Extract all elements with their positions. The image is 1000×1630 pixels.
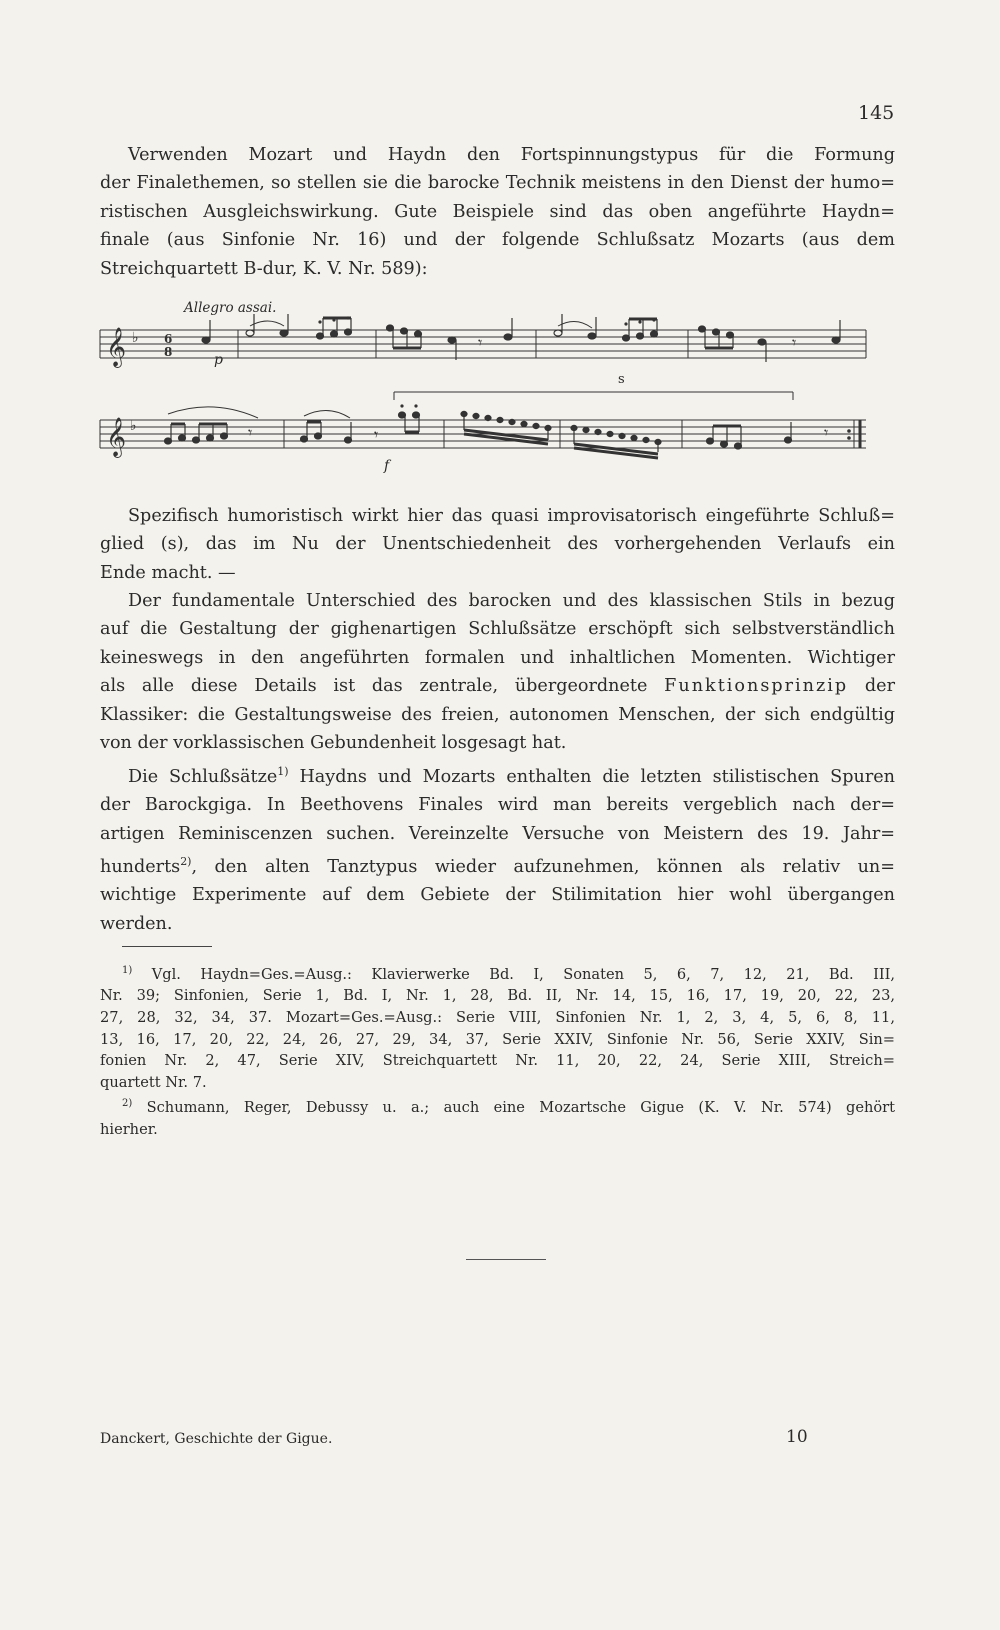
text-line: Verwenden Mozart und Haydn den Fortspinnungstypus für die Formung <box>128 145 895 165</box>
footnote-line: 27, 28, 32, 34, 37. Mozart=Ges.=Ausg.: Serie VIII, Sinfonien Nr. 1, 2, 3, 4, 5, 6, 8, 11, <box>100 1009 895 1027</box>
footnote-marker: 1) <box>122 965 133 976</box>
footnote-marker: 2) <box>122 1098 133 1110</box>
text-segment: Die Schlußsätze <box>128 766 278 787</box>
svg-text:𝄾: 𝄾 <box>792 333 797 352</box>
page-number: 145 <box>858 102 895 124</box>
svg-text:𝄾: 𝄾 <box>248 423 253 442</box>
spaced-term: Funktionsprinzip <box>664 676 849 697</box>
text-line: artigen Reminiscenzen suchen. Vereinzelte Versuche von Meistern des 19. Jahr= <box>100 823 895 844</box>
svg-text:♭: ♭ <box>130 418 137 434</box>
text-line: Klassiker: die Gestaltungsweise des freien, autonomen Menschen, der sich endgültig <box>100 704 895 725</box>
paragraph-fundamental <box>100 587 895 757</box>
text-line: Spezifisch humoristisch wirkt hier das quasi improvisatorisch eingeführte Schluß= <box>128 506 895 526</box>
text-line: der Finalethemen, so stellen sie die barocke Technik meistens in den Dienst der humo= <box>100 173 895 194</box>
text-segment: hunderts <box>100 856 181 877</box>
footnote-line: 13, 16, 17, 20, 22, 24, 26, 27, 29, 34, 37, Serie XXIV, Sinfonie Nr. 56, Serie XXIV, Sin= <box>100 1030 895 1048</box>
svg-text:♭: ♭ <box>132 330 139 346</box>
svg-text:6: 6 <box>164 332 173 346</box>
text-line: finale (aus Sinfonie Nr. 16) und der folgende Schlußsatz Mozarts (aus dem <box>100 230 895 251</box>
text-segment: Haydns und Mozarts enthalten die letzten stilistischen Spuren <box>288 766 895 787</box>
text-segment: als alle diese Details ist das zentrale, übergeordnete <box>100 676 648 697</box>
text-line: auf die Gestaltung der gighenartigen Schlußsätze erschöpft sich selbstverständlich <box>100 619 895 640</box>
text-line <box>100 848 895 881</box>
footnote-line: hierher. <box>100 1120 158 1138</box>
svg-text:𝄾: 𝄾 <box>478 333 483 352</box>
music-staff-2 <box>98 384 898 484</box>
text-line <box>100 672 895 700</box>
footnote-line: fonien Nr. 2, 47, Serie XIV, Streichquartett Nr. 11, 20, 22, 24, Serie XIII, Streich= <box>100 1052 895 1070</box>
text-segment: Vgl. Haydn=Ges.=Ausg.: Klavierwerke Bd. I, Sonaten 5, 6, 7, 12, 21, Bd. III, <box>151 965 895 983</box>
footnote-line <box>100 960 895 985</box>
text-segment: , den alten Tanztypus wieder aufzunehmen, können als relativ un= <box>191 856 895 877</box>
text-line: glied (s), das im Nu der Unentschiedenheit des vorhergehenden Verlaufs ein <box>100 534 895 555</box>
music-staff-1 <box>98 314 898 384</box>
text-line: Streichquartett B-dur, K. V. Nr. 589): <box>100 258 428 279</box>
footnote-ref: 1) <box>277 765 289 778</box>
text-line <box>100 758 895 791</box>
svg-text:𝄾: 𝄾 <box>374 425 379 444</box>
footer-title: Danckert, Geschichte der Gigue. <box>100 1431 333 1447</box>
text-line: Ende macht. — <box>100 562 236 583</box>
text-line: wichtige Experimente auf dem Gebiete der Stilimitation hier wohl übergangen <box>100 885 895 906</box>
paragraph-intro <box>100 141 895 283</box>
text-line: von der vorklassischen Gebundenheit losgesagt hat. <box>100 733 567 754</box>
dynamic-piano: p <box>214 352 223 368</box>
paragraph-commentary <box>100 502 895 587</box>
text-line: keineswegs in den angeführten formalen und inhaltlichen Momenten. Wichtiger <box>100 647 895 668</box>
svg-text:8: 8 <box>164 345 173 359</box>
text-line: der Barockgiga. In Beethovens Finales wird man bereits vergeblich nach der= <box>100 795 895 816</box>
text-line: Der fundamentale Unterschied des barocken und des klassischen Stils in bezug <box>128 591 895 611</box>
footnote-divider <box>122 946 212 947</box>
text-segment: der <box>864 676 896 697</box>
section-mark: s <box>618 372 625 387</box>
musical-example <box>98 300 898 490</box>
sheet-signature: 10 <box>786 1427 808 1447</box>
text-line: werden. <box>100 913 173 934</box>
svg-text:𝄞: 𝄞 <box>106 417 127 457</box>
text-segment: Schumann, Reger, Debussy u. a.; auch eine Mozartsche Gigue (K. V. Nr. 574) gehört <box>146 1099 895 1117</box>
text-line: ristischen Ausgleichswirkung. Gute Beispiele sind das oben angeführte Haydn= <box>100 201 895 222</box>
footnote-line: quartett Nr. 7. <box>100 1073 207 1091</box>
svg-text:𝄾: 𝄾 <box>824 423 829 442</box>
dynamic-forte: f <box>384 458 390 474</box>
paragraph-finales <box>100 758 895 938</box>
footnote-ref: 2) <box>180 855 192 869</box>
svg-text:𝄞: 𝄞 <box>106 327 127 367</box>
end-divider <box>466 1259 546 1260</box>
footnotes <box>100 960 895 1140</box>
footnote-line: Nr. 39; Sinfonien, Serie 1, Bd. I, Nr. 1, 28, Bd. II, Nr. 14, 15, 16, 17, 19, 20, 22, 23, <box>100 987 895 1005</box>
tempo-marking: Allegro assai. <box>184 300 277 316</box>
footnote-line <box>100 1093 895 1118</box>
